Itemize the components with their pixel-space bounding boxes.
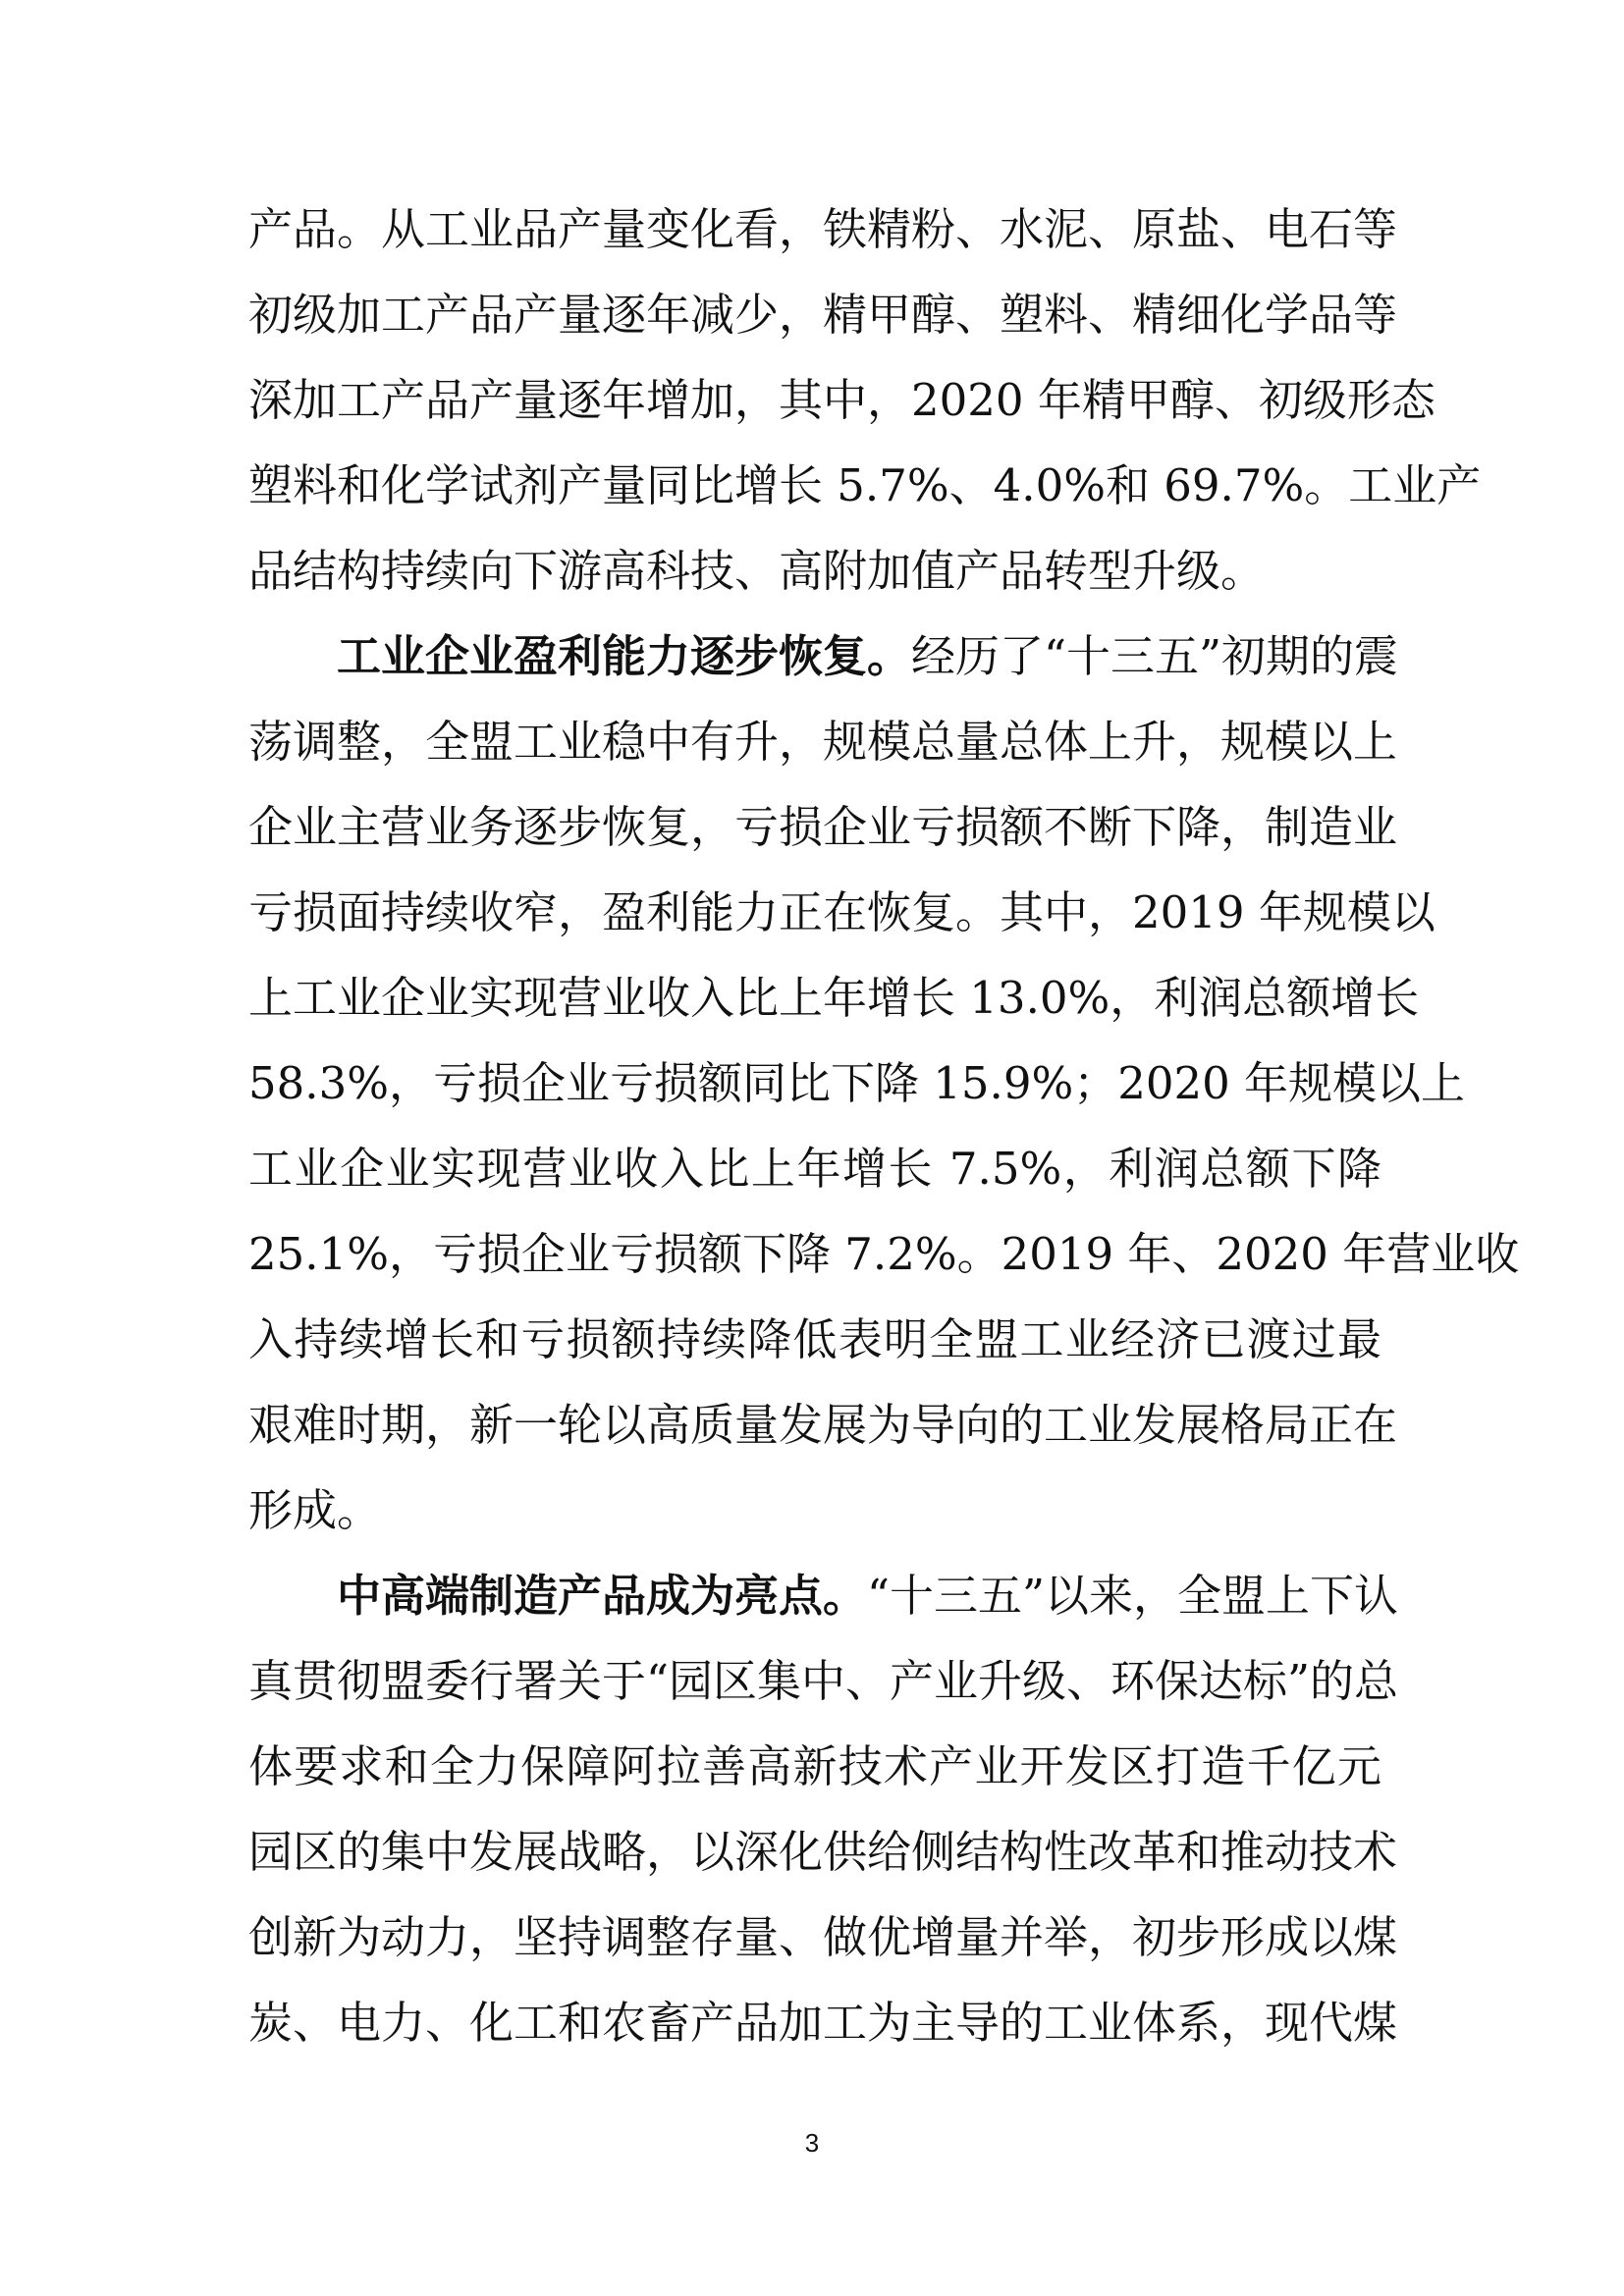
- paragraph-2-line-4: 亏损面持续收窄，盈利能力正在恢复。其中，2019 年规模以: [248, 886, 1435, 938]
- paragraph-2-heading: 工业企业盈利能力逐步恢复。: [337, 630, 912, 682]
- paragraph-2-line-8: 25.1%，亏损企业亏损额下降 7.2%。2019 年、2020 年营业收: [248, 1228, 1520, 1280]
- paragraph-1-line-5: 品结构持续向下游高科技、高附加值产品转型升级。: [248, 545, 1266, 597]
- paragraph-2-line-9: 入持续增长和亏损额持续降低表明全盟工业经济已渡过最: [248, 1313, 1381, 1365]
- paragraph-1-line-4: 塑料和化学试剂产量同比增长 5.7%、4.0%和 69.7%。工业产: [248, 459, 1482, 511]
- paragraph-1-line-3: 深加工产品产量逐年增加，其中，2020 年精甲醇、初级形态: [248, 374, 1435, 426]
- paragraph-3-heading: 中高端制造产品成为亮点。: [337, 1570, 868, 1622]
- paragraph-2-line-6: 58.3%，亏损企业亏损额同比下降 15.9%；2020 年规模以上: [248, 1057, 1466, 1109]
- paragraph-1-line-1: 产品。从工业品产量变化看，铁精粉、水泥、原盐、电石等: [248, 203, 1398, 255]
- paragraph-2-line-3: 企业主营业务逐步恢复，亏损企业亏损额不断下降，制造业: [248, 801, 1398, 853]
- paragraph-3-line-3: 体要求和全力保障阿拉善高新技术产业开发区打造千亿元: [248, 1740, 1381, 1792]
- paragraph-3-first-line-rest: “十三五”以来，全盟上下认: [867, 1570, 1399, 1622]
- paragraph-3-line-5: 创新为动力，坚持调整存量、做优增量并举，初步形成以煤: [248, 1911, 1398, 1963]
- paragraph-3-first-line: [337, 1567, 1399, 1626]
- paragraph-3-line-4: 园区的集中发展战略，以深化供给侧结构性改革和推动技术: [248, 1826, 1398, 1878]
- paragraph-1-line-2: 初级加工产品产量逐年减少，精甲醇、塑料、精细化学品等: [248, 289, 1398, 341]
- paragraph-3-line-6: 炭、电力、化工和农畜产品加工为主导的工业体系，现代煤: [248, 1997, 1398, 2049]
- paragraph-2-line-5: 上工业企业实现营业收入比上年增长 13.0%，利润总额增长: [248, 972, 1420, 1024]
- paragraph-3-line-2: 真贯彻盟委行署关于“园区集中、产业升级、环保达标”的总: [248, 1655, 1399, 1707]
- paragraph-2-line-2: 荡调整，全盟工业稳中有升，规模总量总体上升，规模以上: [248, 716, 1398, 768]
- paragraph-2-first-line-rest: 经历了“十三五”初期的震: [911, 630, 1399, 682]
- paragraph-2-line-7: 工业企业实现营业收入比上年增长 7.5%，利润总额下降: [248, 1143, 1381, 1195]
- paragraph-2-first-line: [337, 627, 1399, 686]
- paragraph-2-line-10: 艰难时期，新一轮以高质量发展为导向的工业发展格局正在: [248, 1399, 1398, 1451]
- paragraph-2-line-11: 形成。: [248, 1484, 382, 1536]
- page-number: 3: [804, 2128, 820, 2158]
